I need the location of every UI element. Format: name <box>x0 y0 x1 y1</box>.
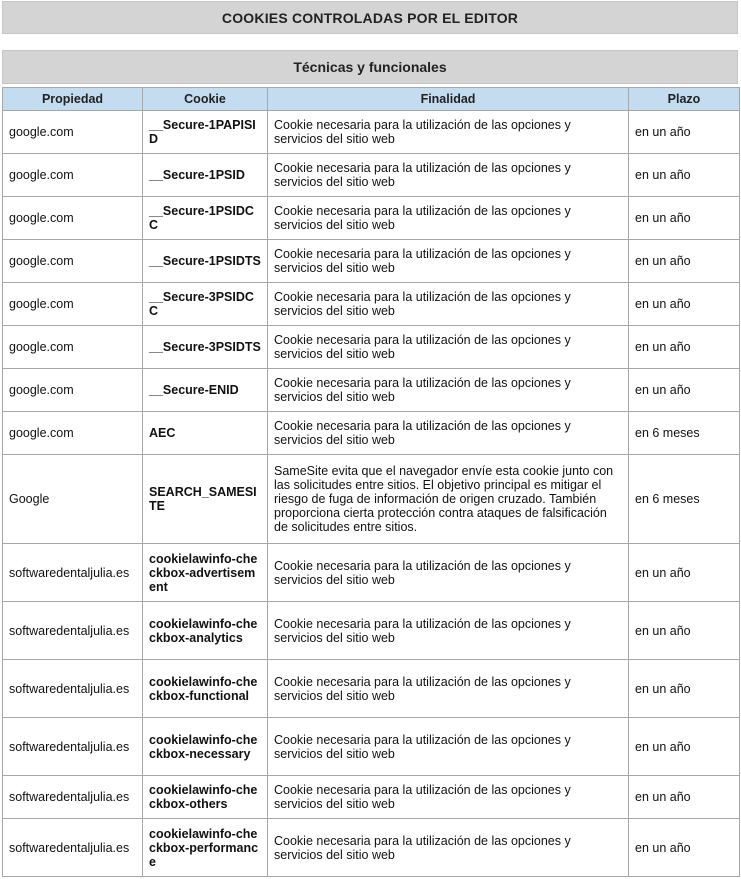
cell-cookie: cookielawinfo-checkbox-performance <box>143 819 268 877</box>
table-row <box>3 197 740 240</box>
table-row <box>3 455 740 544</box>
cell-cookie: cookielawinfo-checkbox-advertisement <box>143 544 268 602</box>
cell-cookie: __Secure-3PSIDTS <box>143 326 268 369</box>
cell-cookie: AEC <box>143 412 268 455</box>
cell-finalidad: Cookie necesaria para la utilización de las opciones y servicios del sitio web <box>268 602 629 660</box>
cell-finalidad: Cookie necesaria para la utilización de las opciones y servicios del sitio web <box>268 660 629 718</box>
cell-cookie: __Secure-ENID <box>143 369 268 412</box>
table-row <box>3 283 740 326</box>
cell-finalidad: Cookie necesaria para la utilización de las opciones y servicios del sitio web <box>268 718 629 776</box>
cell-propiedad: google.com <box>3 111 143 154</box>
cell-finalidad: Cookie necesaria para la utilización de las opciones y servicios del sitio web <box>268 412 629 455</box>
table-row <box>3 718 740 776</box>
cell-propiedad: Google <box>3 455 143 544</box>
cell-propiedad: google.com <box>3 412 143 455</box>
cell-cookie: cookielawinfo-checkbox-necessary <box>143 718 268 776</box>
cell-propiedad: softwaredentaljulia.es <box>3 718 143 776</box>
cell-cookie: cookielawinfo-checkbox-functional <box>143 660 268 718</box>
table-header-row <box>3 88 740 111</box>
cell-finalidad: SameSite evita que el navegador envíe esta cookie junto con las solicitudes entre sitios. El objetivo principal es mitigar el riesgo de fuga de información de origen cruzado. También proporciona cierta protección contra ataques de falsificación de solicitudes entre sitios. <box>268 455 629 544</box>
cell-propiedad: google.com <box>3 240 143 283</box>
cell-finalidad: Cookie necesaria para la utilización de las opciones y servicios del sitio web <box>268 154 629 197</box>
cell-propiedad: softwaredentaljulia.es <box>3 776 143 819</box>
cell-cookie: __Secure-1PSID <box>143 154 268 197</box>
cell-plazo: en un año <box>629 718 740 776</box>
table-row <box>3 819 740 877</box>
column-header-propiedad: Propiedad <box>3 88 143 111</box>
table-row <box>3 154 740 197</box>
cell-propiedad: softwaredentaljulia.es <box>3 660 143 718</box>
table-row <box>3 776 740 819</box>
cell-cookie: __Secure-3PSIDCC <box>143 283 268 326</box>
cell-propiedad: google.com <box>3 326 143 369</box>
cell-cookie: __Secure-1PSIDTS <box>143 240 268 283</box>
table-row <box>3 544 740 602</box>
cell-finalidad: Cookie necesaria para la utilización de las opciones y servicios del sitio web <box>268 369 629 412</box>
cell-plazo: en un año <box>629 369 740 412</box>
cookies-table <box>2 87 740 877</box>
cell-finalidad: Cookie necesaria para la utilización de las opciones y servicios del sitio web <box>268 197 629 240</box>
table-row <box>3 240 740 283</box>
cell-plazo: en un año <box>629 326 740 369</box>
column-header-cookie: Cookie <box>143 88 268 111</box>
cell-propiedad: softwaredentaljulia.es <box>3 544 143 602</box>
cell-cookie: __Secure-1PAPISID <box>143 111 268 154</box>
cell-plazo: en un año <box>629 283 740 326</box>
section-title: Técnicas y funcionales <box>2 50 738 84</box>
cell-finalidad: Cookie necesaria para la utilización de las opciones y servicios del sitio web <box>268 776 629 819</box>
cell-plazo: en un año <box>629 819 740 877</box>
cell-propiedad: softwaredentaljulia.es <box>3 602 143 660</box>
cell-propiedad: google.com <box>3 197 143 240</box>
table-row <box>3 660 740 718</box>
column-header-plazo: Plazo <box>629 88 740 111</box>
cell-plazo: en un año <box>629 776 740 819</box>
cell-plazo: en un año <box>629 154 740 197</box>
cell-plazo: en un año <box>629 197 740 240</box>
cell-cookie: __Secure-1PSIDCC <box>143 197 268 240</box>
cell-plazo: en un año <box>629 111 740 154</box>
cell-finalidad: Cookie necesaria para la utilización de las opciones y servicios del sitio web <box>268 819 629 877</box>
table-row <box>3 369 740 412</box>
cell-finalidad: Cookie necesaria para la utilización de las opciones y servicios del sitio web <box>268 544 629 602</box>
cell-propiedad: softwaredentaljulia.es <box>3 819 143 877</box>
cell-plazo: en 6 meses <box>629 455 740 544</box>
cell-cookie: cookielawinfo-checkbox-others <box>143 776 268 819</box>
cell-propiedad: google.com <box>3 369 143 412</box>
table-row <box>3 602 740 660</box>
table-row <box>3 326 740 369</box>
page-title: COOKIES CONTROLADAS POR EL EDITOR <box>2 1 738 34</box>
cell-propiedad: google.com <box>3 154 143 197</box>
table-row <box>3 412 740 455</box>
cell-finalidad: Cookie necesaria para la utilización de las opciones y servicios del sitio web <box>268 240 629 283</box>
cell-finalidad: Cookie necesaria para la utilización de las opciones y servicios del sitio web <box>268 326 629 369</box>
cell-plazo: en un año <box>629 660 740 718</box>
cell-plazo: en un año <box>629 544 740 602</box>
cell-finalidad: Cookie necesaria para la utilización de las opciones y servicios del sitio web <box>268 111 629 154</box>
cell-cookie: cookielawinfo-checkbox-analytics <box>143 602 268 660</box>
table-row <box>3 111 740 154</box>
cell-cookie: SEARCH_SAMESITE <box>143 455 268 544</box>
cell-propiedad: google.com <box>3 283 143 326</box>
cell-finalidad: Cookie necesaria para la utilización de las opciones y servicios del sitio web <box>268 283 629 326</box>
column-header-finalidad: Finalidad <box>268 88 629 111</box>
cell-plazo: en 6 meses <box>629 412 740 455</box>
cell-plazo: en un año <box>629 240 740 283</box>
cell-plazo: en un año <box>629 602 740 660</box>
